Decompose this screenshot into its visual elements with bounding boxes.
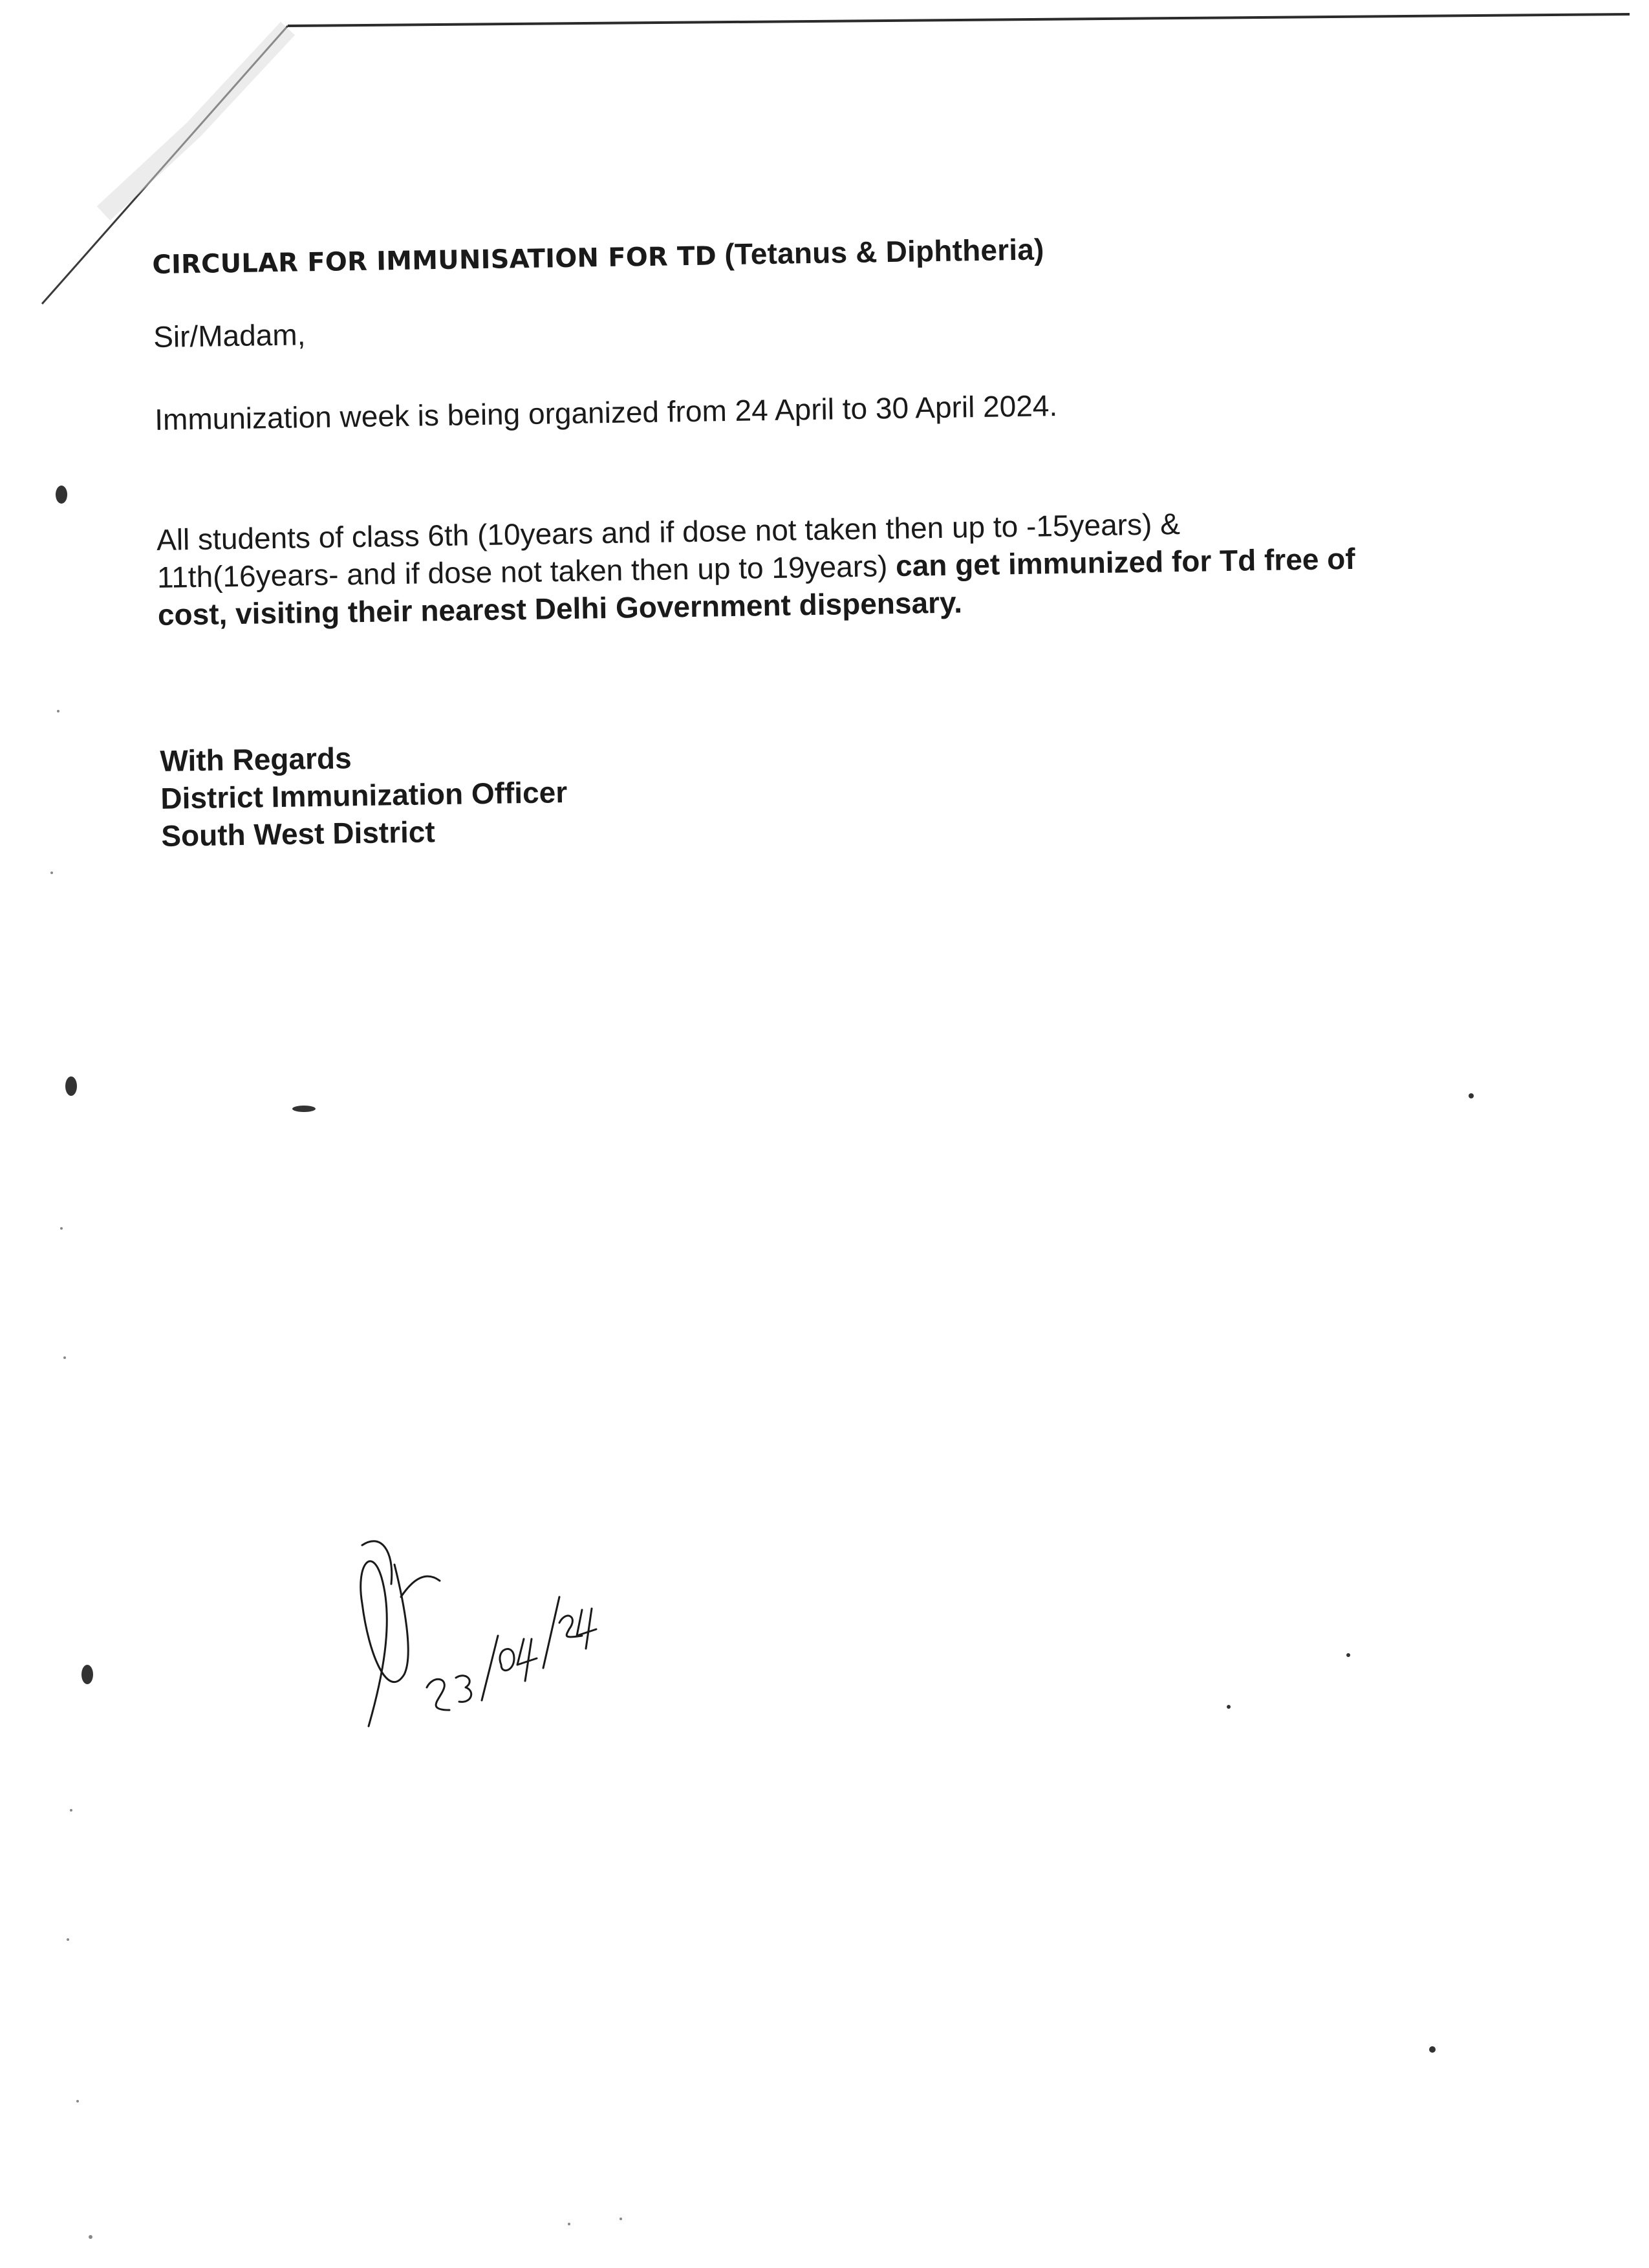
title-main: CIRCULAR FOR IMMUNISATION FOR TD: [152, 241, 717, 280]
eligibility-line-2-plain: 11th(16years- and if dose not taken then up to 19years): [156, 548, 896, 594]
eligibility-line-1: All students of class 6th (10years and if dose not taken then up to -15years) &: [156, 507, 1181, 557]
handwritten-signature-date: [343, 1526, 614, 1739]
title-subtitle: (Tetanus & Diphtheria): [724, 232, 1044, 272]
signatory-district: South West District: [160, 815, 436, 853]
paragraph-immunization-week: Immunization week is being organized from 24 April to 30 April 2024.: [154, 389, 1058, 436]
salutation: Sir/Madam,: [153, 317, 306, 354]
circular-body: [152, 224, 1520, 855]
closing-regards: With Regards: [160, 741, 352, 778]
eligibility-line-3: cost, visiting their nearest Delhi Government dispensary.: [157, 585, 963, 632]
circular-title: [152, 224, 1511, 281]
signatory-title: District Immunization Officer: [160, 775, 568, 815]
signature-block: [160, 721, 1519, 855]
paragraph-eligibility: [156, 500, 1516, 634]
eligibility-line-2-bold: can get immunized for Td free of: [895, 541, 1355, 583]
